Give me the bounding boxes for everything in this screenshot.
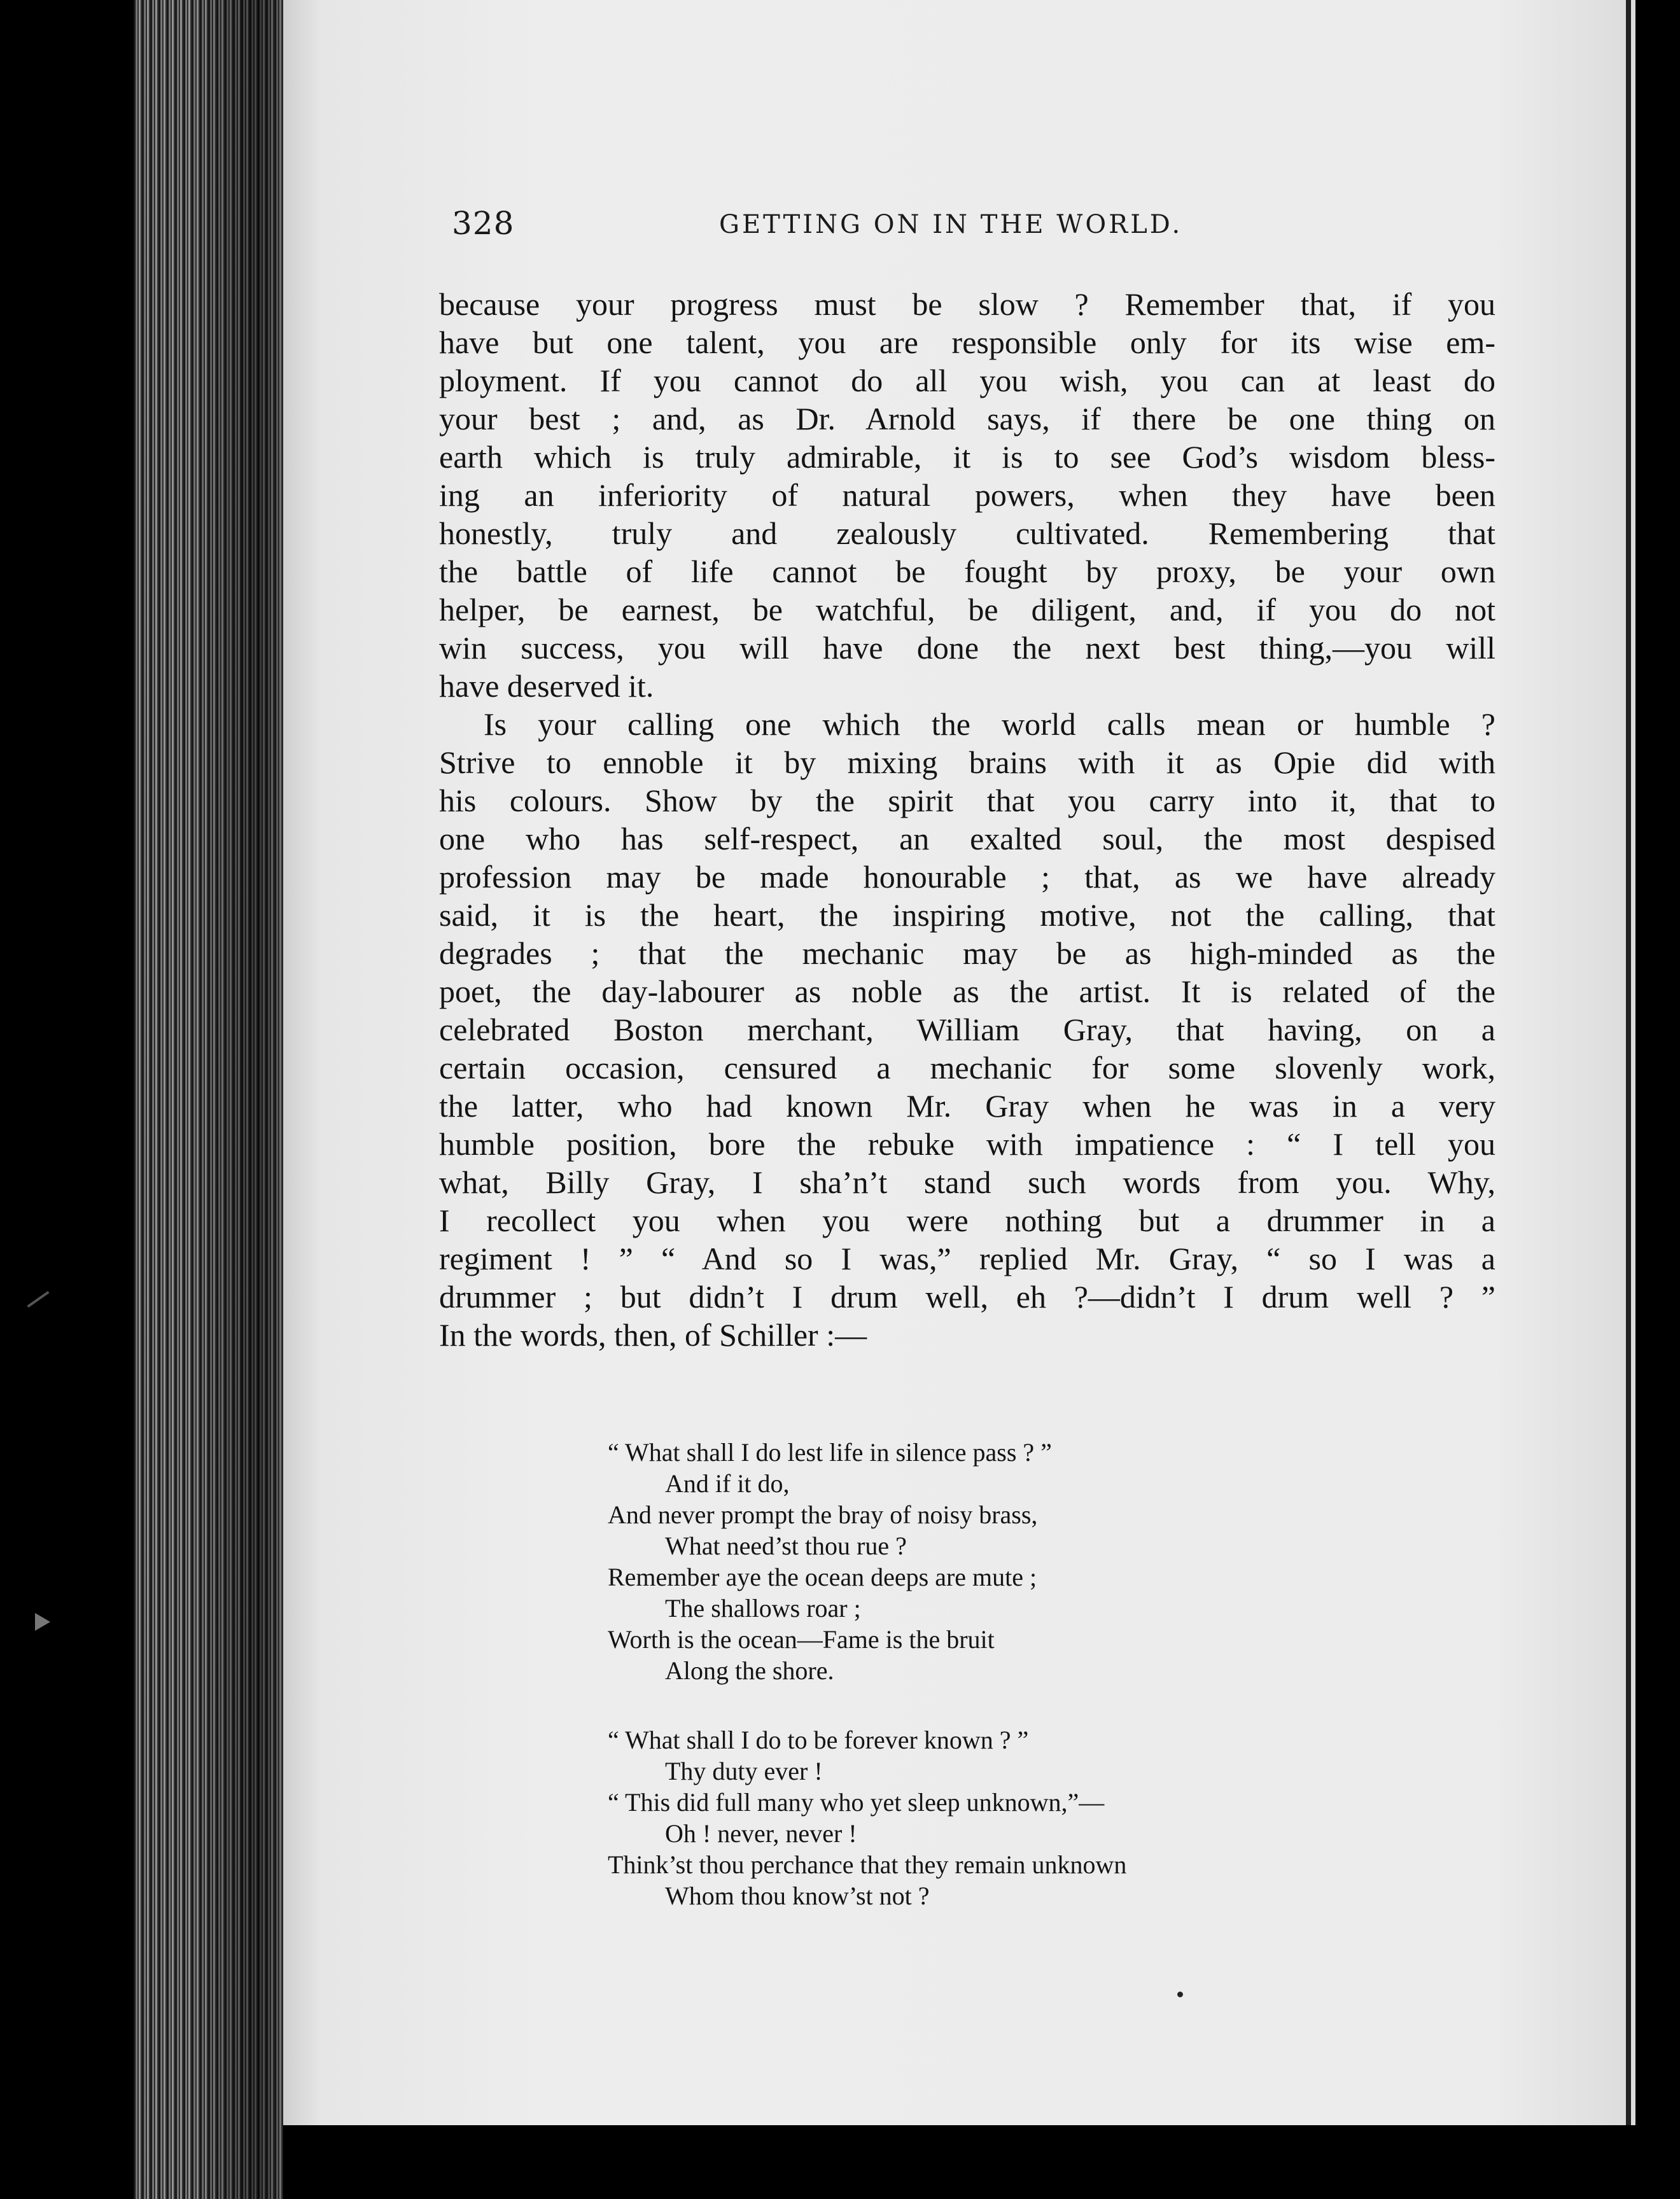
text-line: said, it is the heart, the inspiring motive, not the calling, that [439,897,1495,933]
text-line: profession may be made honourable ; that, as we have already [439,859,1495,895]
poem-line: Whom thou know’st not ? [665,1881,930,1910]
text-line: ing an inferiority of natural powers, when they have been [439,477,1495,513]
text-line: celebrated Boston merchant, William Gray, that having, on a [439,1012,1495,1047]
poem-stanza-2 [608,1724,1371,1911]
poem-line: And if it do, [665,1469,790,1498]
poem-quotation [608,1437,1371,1911]
running-title: GETTING ON IN THE WORLD. [719,210,1183,239]
page-number: 328 [452,205,515,242]
text-line: helper, be earnest, be watchful, be diligent, and, if you do not [439,592,1495,627]
body-text [439,285,1495,1354]
poem-line: Think’st thou perchance that they remain unknown [608,1850,1127,1879]
ink-speck [1177,1992,1183,1997]
text-line: one who has self-respect, an exalted soul, the most despised [439,821,1495,856]
page-right-edge [1626,0,1631,2125]
text-line: humble position, bore the rebuke with impatience : “ I tell you [439,1126,1495,1162]
text-line: Strive to ennoble it by mixing brains with it as Opie did with [439,744,1495,780]
text-line: because your progress must be slow ? Remember that, if you [439,286,1495,322]
text-line: drummer ; but didn’t I drum well, eh ?—didn’t I drum well ? ” [439,1279,1495,1315]
poem-line: The shallows roar ; [665,1594,861,1623]
poem-line: Worth is the ocean—Fame is the bruit [608,1625,995,1654]
text-line: win success, you will have done the next best thing,—you will [439,630,1495,666]
text-line: what, Billy Gray, I sha’n’t stand such words from you. Why, [439,1164,1495,1200]
text-line: your best ; and, as Dr. Arnold says, if there be one thing on [439,401,1495,436]
text-line: earth which is truly admirable, it is to see God’s wisdom bless- [439,439,1495,475]
text-line: In the words, then, of Schiller :— [439,1317,867,1353]
text-line: I recollect you when you were nothing but a drummer in a [439,1203,1495,1238]
text-line: degrades ; that the mechanic may be as high-minded as the [439,935,1495,971]
stanza-gap [608,1686,1371,1724]
running-head [452,205,1241,256]
poem-line: Thy duty ever ! [665,1757,823,1785]
text-line: the latter, who had known Mr. Gray when he was in a very [439,1088,1495,1124]
poem-line: “ This did full many who yet sleep unknown,”— [608,1788,1105,1817]
poem-line: “ What shall I do lest life in silence pass ? ” [608,1438,1052,1467]
paragraph-2 [439,705,1495,1354]
text-line: have deserved it. [439,668,654,704]
text-line: have but one talent, you are responsible only for its wise em- [439,325,1495,360]
poem-line: “ What shall I do to be forever known ? ” [608,1726,1029,1754]
poem-stanza-1 [608,1437,1371,1686]
text-line: regiment ! ” “ And so I was,” replied Mr. Gray, “ so I was a [439,1241,1495,1276]
poem-line: What need’st thou rue ? [665,1532,907,1560]
text-line: the battle of life cannot be fought by proxy, be your own [439,554,1495,589]
spine-shadow [191,0,286,2199]
text-line: ployment. If you cannot do all you wish, you can at least do [439,363,1495,398]
margin-mark [27,1291,49,1308]
text-line: honestly, truly and zealously cultivated. Remembering that [439,515,1495,551]
margin-arrow-mark [35,1613,50,1631]
poem-line: Oh ! never, never ! [665,1819,857,1848]
text-line: poet, the day-labourer as noble as the artist. It is related of the [439,974,1495,1009]
poem-line: And never prompt the bray of noisy brass, [608,1500,1038,1529]
page-bottom-shadow [283,2125,1635,2199]
text-line: certain occasion, censured a mechanic for some slovenly work, [439,1050,1495,1086]
poem-line: Along the shore. [665,1656,834,1685]
poem-line: Remember aye the ocean deeps are mute ; [608,1563,1037,1591]
paragraph-1 [439,285,1495,705]
text-line: his colours. Show by the spirit that you carry into it, that to [439,783,1495,818]
text-line: Is your calling one which the world calls mean or humble ? [484,706,1495,742]
